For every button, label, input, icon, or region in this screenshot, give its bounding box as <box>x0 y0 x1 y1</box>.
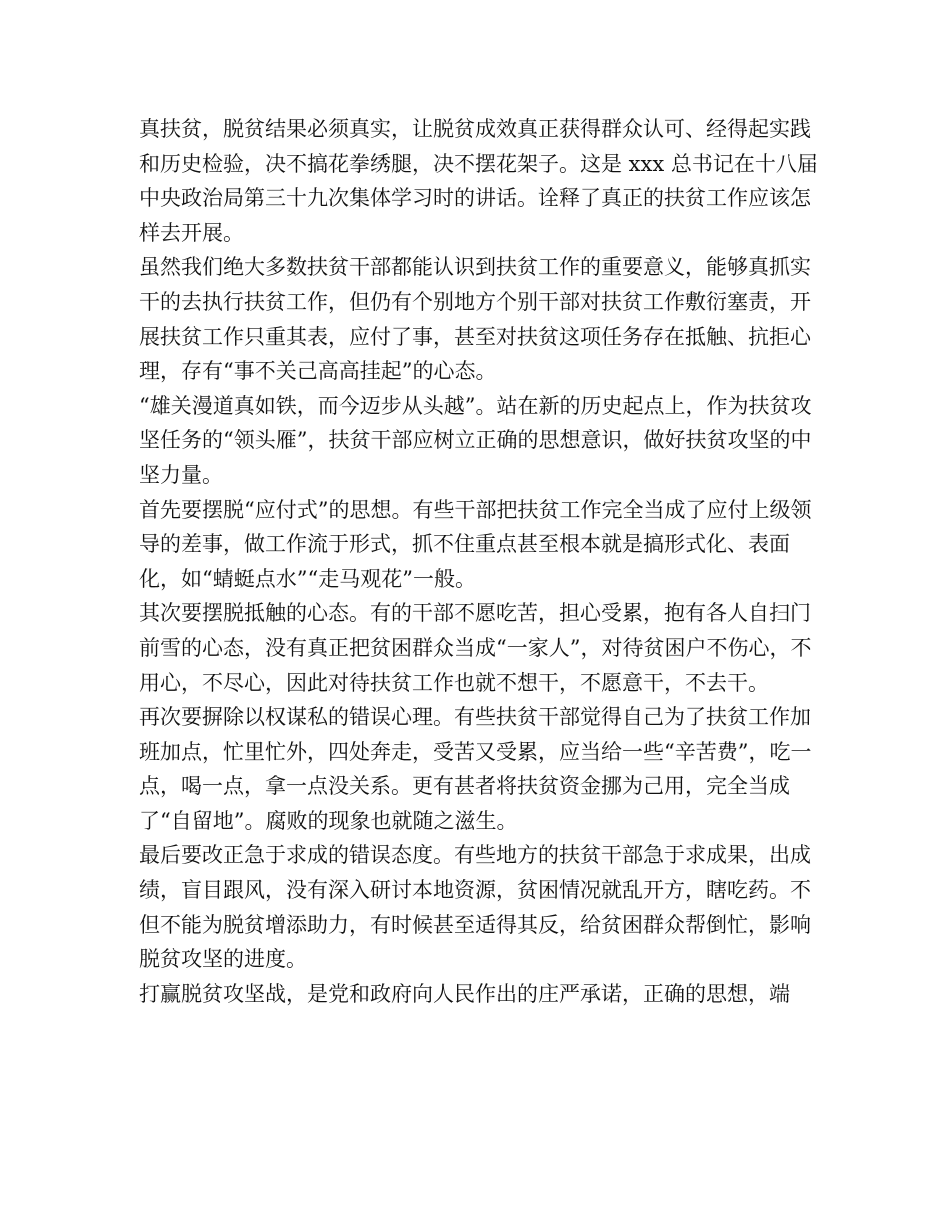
paragraph-2: 虽然我们绝大多数扶贫干部都能认识到扶贫工作的重要意义，能够真抓实干的去执行扶贫工作，但仍有个别地方个别干部对扶贫工作敷衍塞责，开展扶贫工作只重其表，应付了事，甚至对扶贫这项任务存在抵触、抗拒心理，存有“事不关己高高挂起”的心态。 <box>139 255 811 384</box>
paragraph-6: 再次要摒除以权谋私的错误心理。有些扶贫干部觉得自己为了扶贫工作加班加点，忙里忙外，四处奔走，受苦又受累，应当给一些“辛苦费”，吃一点，喝一点，拿一点没关系。更有甚者将扶贫资金挪为己用，完全当成了“自留地”。腐败的现象也就随之滋生。 <box>139 705 812 833</box>
paragraph-8: 打赢脱贫攻坚战，是党和政府向人民作出的庄严承诺，正确的思想，端 <box>139 981 790 1006</box>
paragraph-5: 其次要摆脱抵触的心态。有的干部不愿吃苦，担心受累，抱有各人自扫门前雪的心态，没有真正把贫困群众当成“一家人”，对待贫困户不伤心，不用心，不尽心，因此对待扶贫工作也就不想干，不愿意干，不去干。 <box>139 601 812 695</box>
paragraph-4: 首先要摆脱“应付式”的思想。有些干部把扶贫工作完全当成了应付上级领导的差事，做工作流于形式，抓不住重点甚至根本就是搞形式化、表面化，如“蜻蜓点水”“走马观花”一般。 <box>139 497 812 591</box>
paragraph-3: “雄关漫道真如铁，而今迈步从头越”。站在新的历史起点上，作为扶贫攻坚任务的“领头雁”，扶贫干部应树立正确的思想意识，做好扶贫攻坚的中坚力量。 <box>139 393 812 487</box>
document-body <box>139 112 829 1011</box>
paragraph-7: 最后要改正急于求成的错误态度。有些地方的扶贫干部急于求成果，出成绩，盲目跟风，没有深入研讨本地资源，贫困情况就乱开方，瞎吃药。不但不能为脱贫增添助力，有时候甚至适得其反，给贫困群众帮倒忙，影响脱贫攻坚的进度。 <box>139 843 811 972</box>
paragraph-1: 真扶贫，脱贫结果必须真实，让脱贫成效真正获得群众认可、经得起实践和历史检验，决不搞花拳绣腿，决不摆花架子。这是 xxx 总书记在十八届中央政治局第三十九次集体学习时的讲话。诠释了真正的扶贫工作应该怎样去开展。 <box>139 117 818 245</box>
